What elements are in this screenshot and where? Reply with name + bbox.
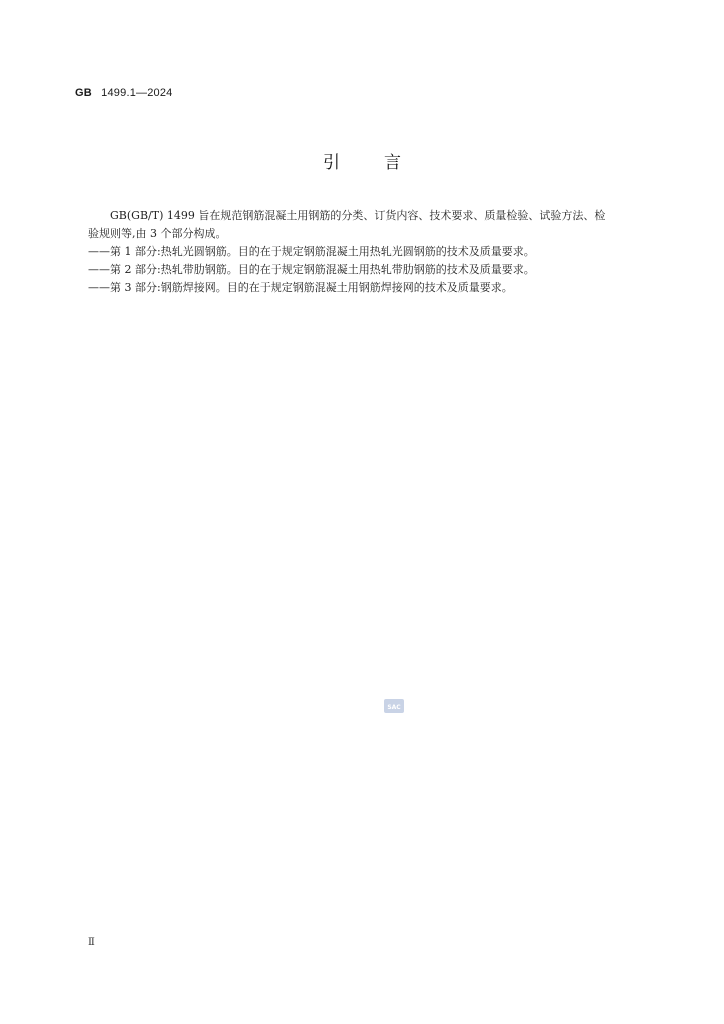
intro-paragraph-line2: 验规则等,由 3 个部分构成。: [88, 227, 227, 240]
sac-logo-icon: [384, 698, 404, 712]
intro-paragraph-line1: GB(GB/T) 1499 旨在规范钢筋混凝土用钢筋的分类、订货内容、技术要求、质量检验、试验方法、检: [110, 209, 606, 222]
body-text: [88, 207, 636, 297]
list-item-part1: ——第 1 部分:热轧光圆钢筋。目的在于规定钢筋混凝土用热轧光圆钢筋的技术及质量要求。: [88, 245, 535, 258]
list-item-part2: ——第 2 部分:热轧带肋钢筋。目的在于规定钢筋混凝土用热轧带肋钢筋的技术及质量要求。: [88, 263, 535, 276]
list-item-part3: ——第 3 部分:钢筋焊接网。目的在于规定钢筋混凝土用钢筋焊接网的技术及质量要求。: [88, 281, 513, 294]
standard-number: 1499.1—2024: [101, 87, 173, 99]
page-number: Ⅱ: [88, 937, 95, 948]
svg-text:SAC: SAC: [387, 704, 401, 711]
standard-header: [75, 87, 173, 99]
standard-prefix: GB: [75, 87, 92, 99]
section-title: 引言: [323, 153, 445, 173]
